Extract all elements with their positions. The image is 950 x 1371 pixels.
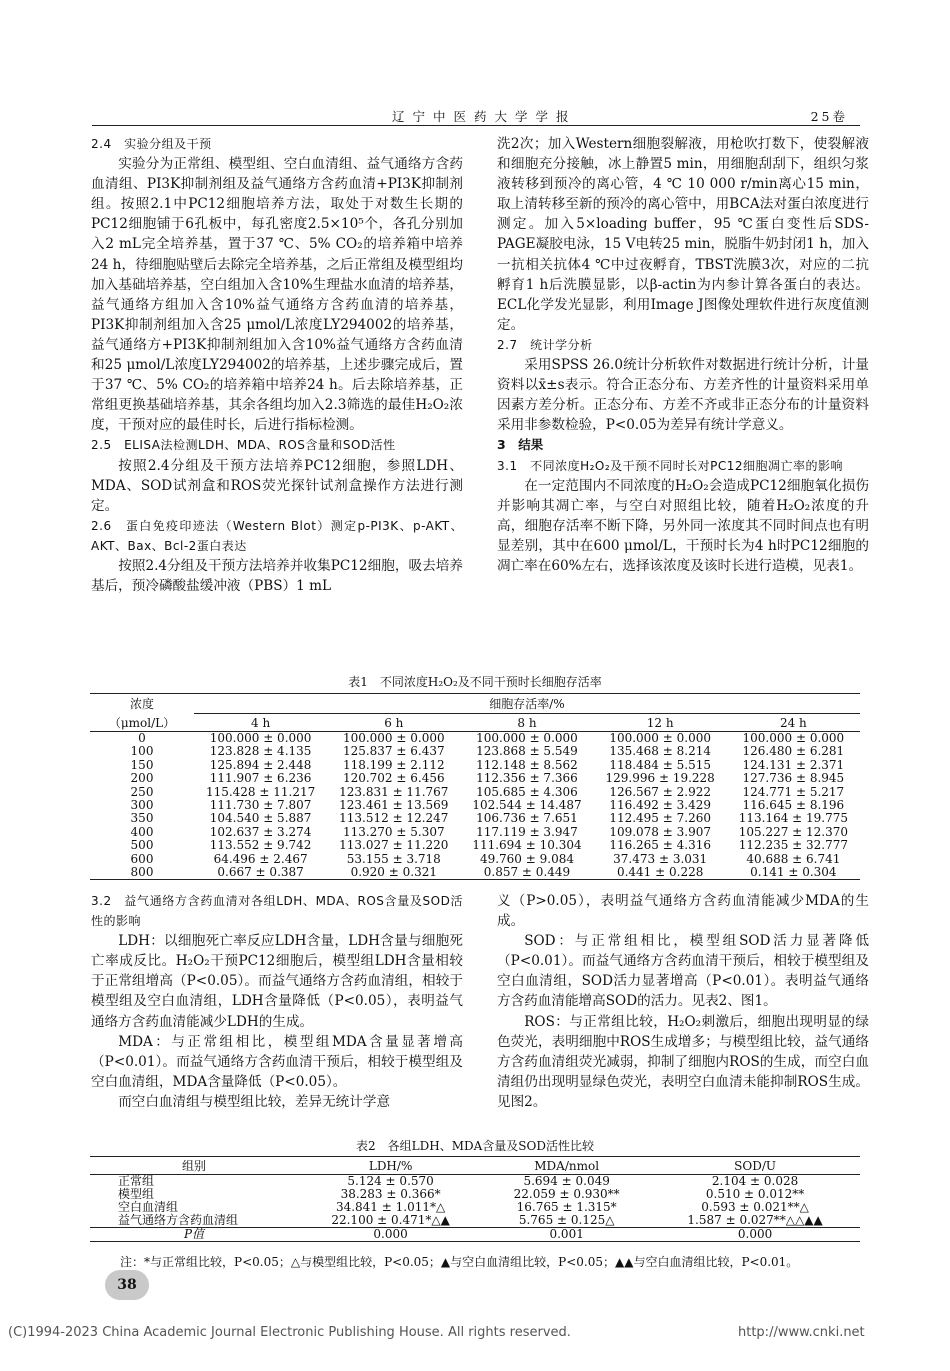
- mda-paragraph: MDA：与正常组相比，模型组MDA含量显著增高（P<0.01）。而益气通络方含药血清干预后，相较于模型组及空白血清组，MDA含量降低（P<0.05）。: [91, 1033, 463, 1090]
- table-2-header-ldh: LDH/%: [298, 1157, 483, 1175]
- table-row: [90, 826, 860, 839]
- table-cell: 112.495 ± 7.260: [609, 811, 711, 826]
- table-cell: 123.868 ± 5.549: [476, 744, 578, 759]
- table-cell: 105.227 ± 12.370: [738, 824, 849, 839]
- table-cell: 150: [130, 757, 154, 772]
- table-cell: 102.637 ± 3.274: [209, 824, 312, 839]
- table-cell: 109.078 ± 3.907: [609, 824, 711, 839]
- table-row: [90, 853, 860, 866]
- table-cell: 112.356 ± 7.366: [476, 771, 578, 786]
- table-cell: 113.027 ± 11.220: [339, 838, 449, 853]
- table-cell: 600: [130, 851, 154, 866]
- section-3-title: 3 结果: [497, 437, 544, 453]
- table-cell: 0.141 ± 0.304: [727, 866, 860, 880]
- table-cell: 22.100 ± 0.471*△▲: [331, 1213, 450, 1227]
- footer: [8, 1325, 865, 1340]
- table-cell: 116.645 ± 8.196: [742, 798, 845, 813]
- table-cell: 34.841 ± 1.011*△: [335, 1200, 446, 1214]
- table-1-unit-header: （μmol/L）: [90, 714, 194, 732]
- table-1-group-header: 细胞存活率/%: [194, 694, 860, 714]
- page-number: 38: [105, 1270, 149, 1300]
- table-row: [90, 732, 860, 746]
- table-cell: 129.996 ± 19.228: [605, 771, 715, 786]
- table-cell: 200: [130, 771, 154, 786]
- volume-number: 25卷: [810, 109, 848, 124]
- section-2-6-paragraph: 按照2.4分组及干预方法培养并收集PC12细胞，吸去培养基后，预冷磷酸盐缓冲液（PBS）1 mL: [91, 557, 463, 595]
- table-cell: 112.148 ± 8.562: [476, 757, 578, 772]
- table-cell: 正常组: [118, 1174, 155, 1188]
- section-2-6-continued: 洗2次；加入Western细胞裂解液，用枪吹打数下，使裂解液和细胞充分接触，冰上静置5 min，用细胞刮刮下，组织匀浆液转移到预冷的离心管，4 ℃ 10 000 r/min离心15 min，取上清转移至新的预冷的离心管中，用BCA法对蛋白浓度进行测定。加入5×loading buffer，95 ℃蛋白变性后SDS-PAGE凝胶电泳，15 V电转25 min，脱脂牛奶封闭1 h，加入一抗相关抗体4 ℃中过夜孵育，TBST洗膜3次，对应的二抗孵育1 h后洗膜显影，以β-actin为内参计算各蛋白的表达。ECL化学发光显影，利用Image J图像处理软件进行灰度值测定。: [497, 136, 869, 333]
- left-column-top: [91, 134, 463, 596]
- table-cell: 123.461 ± 13.569: [339, 798, 449, 813]
- table-1-time-header: 12 h: [594, 714, 727, 732]
- table-cell: 0.593 ± 0.021**△: [701, 1200, 809, 1214]
- table-cell: 0.667 ± 0.387: [194, 866, 327, 880]
- table-row: [90, 786, 860, 799]
- table-cell: 111.907 ± 6.236: [209, 771, 312, 786]
- table-cell: 0.000: [298, 1228, 483, 1242]
- table-2-header-group: 组别: [90, 1157, 298, 1175]
- table-cell: 113.164 ± 19.775: [738, 811, 849, 826]
- table-row: [90, 839, 860, 852]
- table-row: [90, 745, 860, 758]
- table-cell: 100.000 ± 0.000: [609, 731, 711, 745]
- section-2-6-title: 2.6 蛋白免疫印迹法（Western Blot）测定p-PI3K、p-AKT、AKT、Bax、Bcl-2蛋白表达: [91, 518, 463, 553]
- table-cell: 100.000 ± 0.000: [476, 731, 578, 745]
- table-cell: 1.587 ± 0.027**△△▲▲: [687, 1213, 823, 1227]
- table-cell: 116.492 ± 3.429: [609, 798, 711, 813]
- table-cell: 124.771 ± 5.217: [742, 784, 845, 799]
- table-cell: 115.428 ± 11.217: [205, 784, 316, 799]
- table-1-conc-header: 浓度: [90, 694, 194, 714]
- table-cell: 0.001: [483, 1228, 650, 1242]
- table-cell: 117.119 ± 3.947: [476, 824, 578, 839]
- table-cell: 100: [130, 744, 154, 759]
- table-1-body: [90, 732, 860, 880]
- table-1: [90, 693, 860, 880]
- table-cell: 106.736 ± 7.651: [476, 811, 578, 826]
- running-header: [92, 105, 860, 126]
- ldh-paragraph: LDH：以细胞死亡率反应LDH含量，LDH含量与细胞死亡率成反比。H₂O₂干预PC12细胞后，模型组LDH含量相较于正常组增高（P<0.05）。而益气通络方含药血清组，相较于模型组及空白血清组，LDH含量降低（P<0.05），表明益气通络方含药血清能减少LDH的生成。: [91, 933, 463, 1030]
- sod-paragraph: SOD：与正常组相比，模型组SOD活力显著降低（P<0.01）。而益气通络方含药血清干预后，相较于模型组及空白血清组，SOD活力显著增高（P<0.01）。表明益气通络方含药血清能增高SOD的活力。见表2、图1。: [497, 933, 869, 1010]
- table-1-caption: 表1 不同浓度H₂O₂及不同干预时长细胞存活率: [348, 675, 602, 689]
- table-cell: 模型组: [118, 1187, 155, 1201]
- table-cell: 空白血清组: [118, 1200, 179, 1214]
- table-row: [90, 866, 860, 880]
- section-3-1-title: 3.1 不同浓度H₂O₂及干预不同时长对PC12细胞凋亡率的影响: [497, 458, 844, 473]
- table-cell: 104.540 ± 5.887: [209, 811, 312, 826]
- p-value-row: [90, 1228, 860, 1242]
- mda-paragraph-continued: 而空白血清组与模型组比较，差异无统计学意: [118, 1093, 391, 1110]
- table-cell: 126.480 ± 6.281: [742, 744, 845, 759]
- table-2-header-sod: SOD/U: [650, 1157, 860, 1175]
- table-row: [90, 772, 860, 785]
- table-cell: 0.920 ± 0.321: [327, 866, 460, 880]
- table-cell: 22.059 ± 0.930**: [513, 1187, 620, 1201]
- table-cell: 5.694 ± 0.049: [523, 1174, 610, 1188]
- table-row: [90, 759, 860, 772]
- table-cell: 123.831 ± 11.767: [339, 784, 449, 799]
- table-cell: 118.199 ± 2.112: [342, 757, 445, 772]
- table-cell: 49.760 ± 9.084: [479, 851, 574, 866]
- copyright-text: (C)1994-2023 China Academic Journal Electronic Publishing House. All rights reserved.: [8, 1325, 571, 1340]
- table-row: [90, 1175, 860, 1189]
- table-cell: 113.270 ± 5.307: [342, 824, 445, 839]
- table-cell: 111.730 ± 7.807: [209, 798, 312, 813]
- table-cell: 123.828 ± 4.135: [209, 744, 312, 759]
- table-1-time-header: 8 h: [460, 714, 593, 732]
- cnki-link[interactable]: http://www.cnki.net: [738, 1325, 865, 1340]
- table-cell: 0.441 ± 0.228: [594, 866, 727, 880]
- table-cell: 125.837 ± 6.437: [342, 744, 445, 759]
- table-cell: 113.552 ± 9.742: [209, 838, 312, 853]
- table-cell: 113.512 ± 12.247: [339, 811, 449, 826]
- table-1-time-header: 6 h: [327, 714, 460, 732]
- table-cell: 100.000 ± 0.000: [342, 731, 445, 745]
- left-column-bottom: [91, 891, 463, 1112]
- table-cell: 250: [130, 784, 154, 799]
- table-cell: 127.736 ± 8.945: [742, 771, 845, 786]
- table-cell: 111.694 ± 10.304: [472, 838, 582, 853]
- table-cell: 5.124 ± 0.570: [347, 1174, 434, 1188]
- right-column-bottom: [497, 891, 869, 1112]
- table-cell: 40.688 ± 6.741: [746, 851, 841, 866]
- table-1-time-header: 4 h: [194, 714, 327, 732]
- table-cell: 118.484 ± 5.515: [609, 757, 711, 772]
- table-cell: 0.000: [650, 1228, 860, 1242]
- table-cell: 100.000 ± 0.000: [209, 731, 312, 745]
- table-row: [90, 812, 860, 825]
- table-2-caption: 表2 各组LDH、MDA含量及SOD活性比较: [356, 1139, 594, 1153]
- table-cell: 37.473 ± 3.031: [613, 851, 708, 866]
- table-cell: 350: [130, 811, 154, 826]
- table-cell: 53.155 ± 3.718: [346, 851, 441, 866]
- table-cell: 800: [90, 866, 194, 880]
- table-cell: 112.235 ± 32.777: [738, 838, 849, 853]
- table-cell: 2.104 ± 0.028: [711, 1174, 799, 1188]
- section-3-2-title: 3.2 益气通络方含药血清对各组LDH、MDA、ROS含量及SOD活性的影响: [91, 894, 463, 929]
- table-cell: 125.894 ± 2.448: [209, 757, 312, 772]
- table-cell: 38.283 ± 0.366*: [340, 1187, 441, 1201]
- table-cell: 0.510 ± 0.012**: [705, 1187, 805, 1201]
- ros-paragraph: ROS：与正常组比较，H₂O₂刺激后，细胞出现明显的绿色荧光，表明细胞中ROS生成增多；与模型组比较，益气通络方含药血清组荧光减弱，抑制了细胞内ROS的生成，而空白血清组仍出现明显绿色荧光，表明空白血清未能抑制ROS生成。见图2。: [497, 1013, 869, 1110]
- journal-name: 辽宁中医药大学学报: [392, 109, 577, 124]
- table-cell: 400: [130, 824, 154, 839]
- table-cell: 124.131 ± 2.371: [742, 757, 845, 772]
- table-1-time-header: 24 h: [727, 714, 860, 732]
- table-cell: 0.857 ± 0.449: [460, 866, 593, 880]
- table-cell: 100.000 ± 0.000: [742, 731, 845, 745]
- section-3-1-paragraph: 在一定范围内不同浓度的H₂O₂会造成PC12细胞氧化损伤并影响其凋亡率，与空白对照组比较，随着H₂O₂浓度的升高，细胞存活率不断下降，另外同一浓度其不同时间点也有明显差别，其中在600 μmol/L，干预时长为4 h时PC12细胞的凋亡率在60%左右，选择该浓度及该时长进行造模，见表1。: [497, 477, 869, 574]
- table-2-body: [90, 1175, 860, 1242]
- section-2-7-title: 2.7 统计学分析: [497, 337, 593, 352]
- section-2-7-paragraph: 采用SPSS 26.0统计分析软件对数据进行统计分析，计量资料以x̄±s表示。符合正态分布、方差齐性的计量资料采用单因素方差分析。正态分布、方差不齐或非正态分布的计量资料采用非参数检验，P<0.05为差异有统计学意义。: [497, 357, 869, 434]
- mda-conclusion: 义（P>0.05），表明益气通络方含药血清能减少MDA的生成。: [497, 893, 869, 930]
- table-cell: 126.567 ± 2.922: [609, 784, 711, 799]
- table-cell: 益气通络方含药血清组: [118, 1213, 239, 1227]
- table-cell: 5.765 ± 0.125△: [518, 1213, 615, 1227]
- table-row: [90, 1214, 860, 1228]
- table-cell: 102.544 ± 14.487: [472, 798, 582, 813]
- table-cell: 120.702 ± 6.456: [342, 771, 445, 786]
- table-row: [90, 799, 860, 812]
- section-2-4-paragraph: 实验分为正常组、模型组、空白血清组、益气通络方含药血清组、PI3K抑制剂组及益气通络方含药血清+PI3K抑制剂组。按照2.1中PC12细胞培养方法，取处于对数生长期的PC12细胞铺于6孔板中，每孔密度2.5×10⁵个，各孔分别加入2 mL完全培养基，置于37 ℃、5% CO₂的培养箱中培养24 h，待细胞贴壁后去除完全培养基，之后正常组及模型组均加入基础培养基，空白组加入含10%生理盐水血清的培养基，益气通络方组加入含10%益气通络方含药血清的培养基，PI3K抑制剂组加入含25 μmol/L浓度LY294002的培养基，益气通络方+PI3K抑制剂组加入含10%益气通络方含药血清和25 μmol/L浓度LY294002的培养基，上述步骤完成后，置于37 ℃、5% CO₂的培养箱中培养24 h。后去除培养基，正常组更换基础培养基，其余各组均加入2.3筛选的最佳H₂O₂浓度，干预对应的最佳时长，后进行指标检测。: [91, 156, 463, 434]
- table-cell: 135.468 ± 8.214: [609, 744, 711, 759]
- section-2-4-title: 2.4 实验分组及干预: [91, 137, 212, 151]
- table-cell: 64.496 ± 2.467: [213, 851, 308, 866]
- table-cell: 500: [130, 838, 154, 853]
- table-2-note: 注：*与正常组比较，P<0.05；△与模型组比较，P<0.05；▲与空白血清组比较，P<0.05；▲▲与空白血清组比较，P<0.01。: [120, 1255, 799, 1269]
- table-cell: 0: [138, 731, 146, 745]
- table-cell: 300: [130, 798, 154, 813]
- table-cell: 16.765 ± 1.315*: [516, 1200, 617, 1214]
- table-2: [90, 1156, 860, 1242]
- table-cell: P值: [90, 1228, 298, 1242]
- section-2-5-paragraph: 按照2.4分组及干预方法培养PC12细胞，参照LDH、MDA、SOD试剂盒和ROS荧光探针试剂盒操作方法进行测定。: [91, 457, 463, 514]
- section-2-5-title: 2.5 ELISA法检测LDH、MDA、ROS含量和SOD活性: [91, 438, 396, 453]
- table-2-header-mda: MDA/nmol: [483, 1157, 650, 1175]
- right-column-top: [497, 134, 869, 576]
- table-cell: 105.685 ± 4.306: [476, 784, 578, 799]
- table-cell: 116.265 ± 4.316: [609, 838, 711, 853]
